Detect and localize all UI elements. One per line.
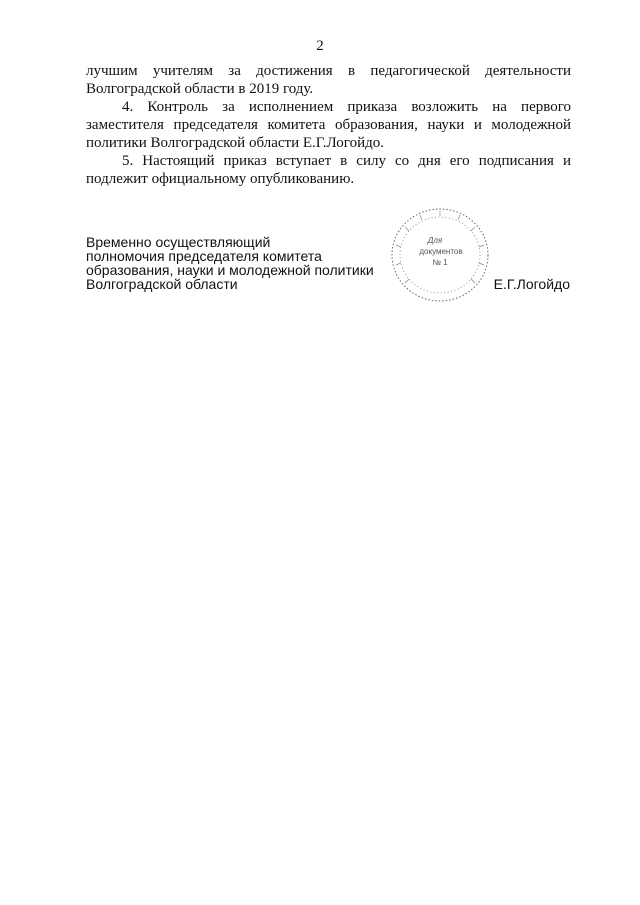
paragraph-item-5: 5. Настоящий приказ вступает в силу со дня его подписания и подлежит официальному опубликованию. xyxy=(86,153,571,187)
signer-name: Е.Г.Логойдо xyxy=(493,276,570,292)
official-stamp xyxy=(385,205,495,305)
paragraph-continuation: лучшим учителям за достижения в педагогической деятельности Волгоградской области в 2019 году. xyxy=(86,63,571,97)
stamp-text: документов xyxy=(419,247,463,256)
signer-position xyxy=(86,235,386,291)
paragraph-item-4: 4. Контроль за исполнением приказа возложить на первого заместителя председателя комитета образования, науки и молодежной политики Волгоградской области Е.Г.Логойдо. xyxy=(86,99,571,151)
document-body xyxy=(86,62,571,188)
stamp-text: Для xyxy=(427,236,443,245)
signer-position-line: Временно осуществляющий xyxy=(86,234,271,250)
signer-position-line: Волгоградской области xyxy=(86,276,238,292)
signer-position-line: образования, науки и молодежной политики xyxy=(86,262,374,278)
page-number: 2 xyxy=(316,38,324,54)
stamp-text: № 1 xyxy=(432,258,448,267)
signer-position-line: полномочия председателя комитета xyxy=(86,248,322,264)
